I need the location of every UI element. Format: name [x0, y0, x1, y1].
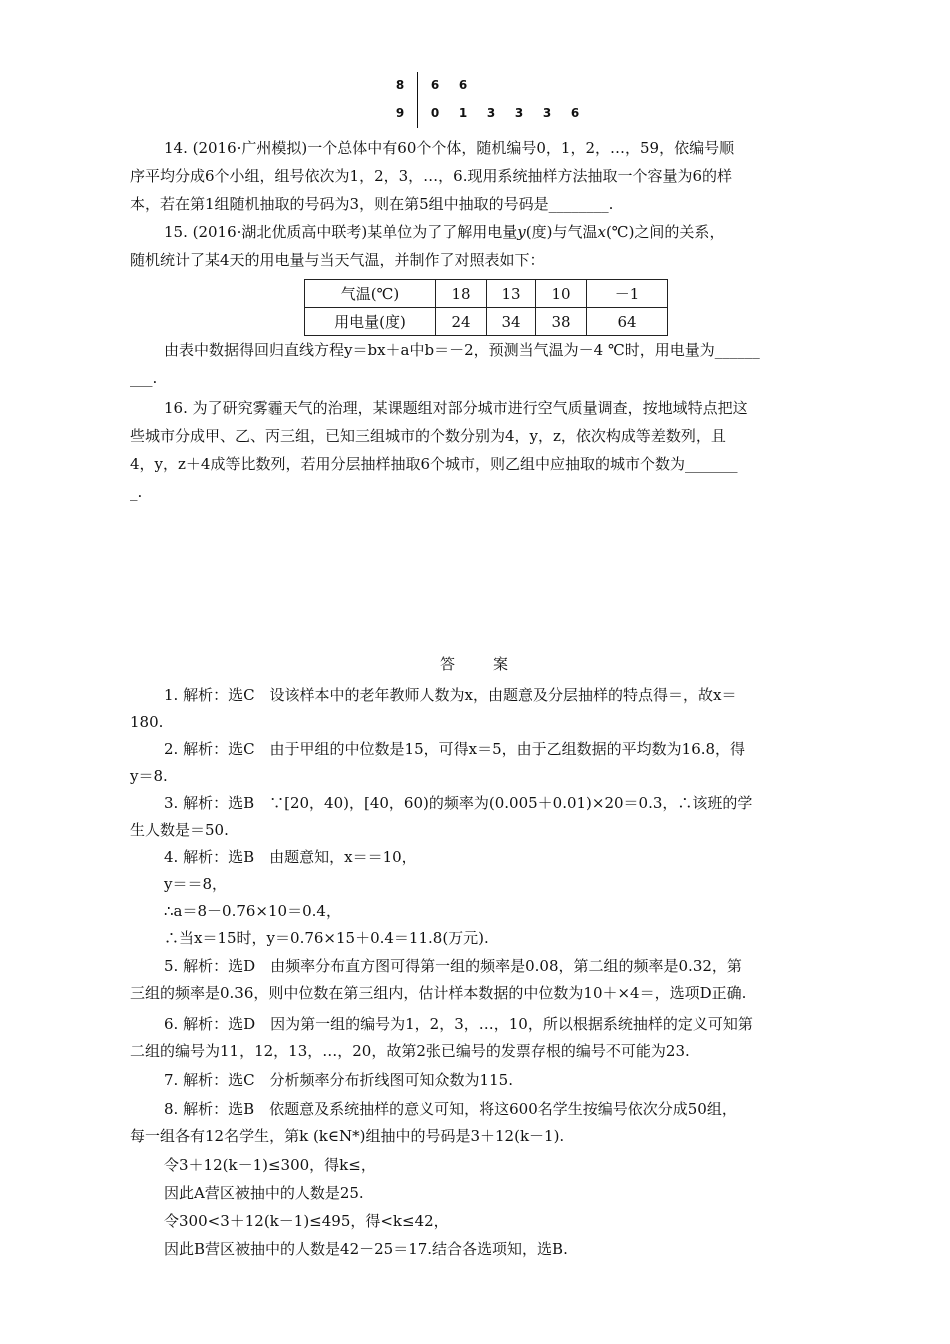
- q15-var: y: [517, 223, 526, 241]
- answers-title-char: 答: [439, 655, 457, 673]
- table-cell: －1: [587, 280, 668, 308]
- answer-line: 因此A营区被抽中的人数是25.: [164, 1184, 364, 1202]
- stem: 8: [395, 78, 405, 92]
- q15-text: (℃)之间的关系，: [605, 223, 725, 241]
- answer-line: 5. 解析：选D 由频率分布直方图可得第一组的频率是0.08，第二组的频率是0.32，第: [164, 957, 742, 975]
- table-row: [305, 308, 668, 336]
- q15-line: 随机统计了某4天的用电量与当天气温，并制作了对照表如下：: [130, 251, 545, 269]
- leaf: 0: [430, 106, 440, 120]
- q14-line: 序平均分成6个小组，组号依次为1，2，3，…，6.现用系统抽样方法抽取一个容量为6的样: [130, 167, 733, 185]
- temperature-usage-table: [304, 279, 668, 336]
- stem: 9: [395, 106, 405, 120]
- answer-line: 2. 解析：选C 由于甲组的中位数是15，可得x＝5，由于乙组数据的平均数为16.8，得: [164, 740, 746, 758]
- answer-line: 令300<3＋12(k－1)≤495，得<k≤42，: [164, 1212, 449, 1230]
- table-cell: 34: [487, 308, 536, 336]
- table-cell: 18: [436, 280, 487, 308]
- leaf: 3: [486, 106, 496, 120]
- table-cell: 13: [487, 280, 536, 308]
- answer-line: 7. 解析：选C 分析频率分布折线图可知众数为115.: [164, 1071, 513, 1089]
- answer-line: 每一组各有12名学生，第k (k∈N*)组抽中的号码是3＋12(k－1).: [130, 1127, 565, 1145]
- answer-line: ∴当x＝15时，y＝0.76×15＋0.4＝11.8(万元).: [164, 929, 489, 947]
- answers-title-char: 案: [493, 655, 511, 673]
- q16-line: 16. 为了研究雾霾天气的治理，某课题组对部分城市进行空气质量调查，按地域特点把这: [164, 399, 748, 417]
- q15-line: 由表中数据得回归直线方程y＝bx＋a中b＝－2，预测当气温为－4 ℃时，用电量为______: [164, 341, 760, 359]
- answer-line: 生人数是＝50.: [130, 821, 229, 839]
- answer-line: 因此B营区被抽中的人数是42－25＝17.结合各选项知，选B.: [164, 1240, 568, 1258]
- table-cell: 38: [536, 308, 587, 336]
- answer-line: 令3＋12(k－1)≤300，得k≤，: [164, 1156, 376, 1174]
- leaf: 6: [570, 106, 580, 120]
- q15-line: ___.: [130, 369, 158, 387]
- table-cell: 10: [536, 280, 587, 308]
- table-row: [305, 280, 668, 308]
- leaf: 3: [542, 106, 552, 120]
- table-cell: 24: [436, 308, 487, 336]
- leaf: 3: [514, 106, 524, 120]
- q15-var: x: [597, 223, 606, 241]
- q16-line: _.: [130, 483, 143, 501]
- answer-line: ∴a＝8－0.76×10＝0.4，: [164, 902, 341, 920]
- answers-title: [0, 653, 950, 674]
- q14-line: 14. (2016·广州模拟)一个总体中有60个个体，随机编号0，1，2，…，59，依编号顺: [164, 139, 735, 157]
- answer-line: y＝＝8，: [164, 875, 228, 893]
- answer-line: 三组的频率是0.36，则中位数在第三组内，估计样本数据的中位数为10＋×4＝，选项D正确.: [130, 984, 747, 1002]
- leaf: 1: [458, 106, 468, 120]
- answer-line: 4. 解析：选B 由题意知，x＝＝10，: [164, 848, 417, 866]
- answer-line: 3. 解析：选B ∵[20，40)，[40，60)的频率为(0.005＋0.01)×20＝0.3，∴该班的学: [164, 794, 753, 812]
- q16-line: 些城市分成甲、乙、丙三组，已知三组城市的个数分别为4，y，z，依次构成等差数列，且: [130, 427, 726, 445]
- q15-text: 15. (2016·湖北优质高中联考)某单位为了了解用电量: [164, 223, 518, 241]
- q14-line: 本，若在第1组随机抽取的号码为3，则在第5组中抽取的号码是________.: [130, 195, 614, 213]
- stem-leaf-divider: [417, 72, 418, 128]
- answer-line: 180.: [130, 713, 164, 731]
- answer-line: 二组的编号为11，12，13，…，20，故第2张已编号的发票存根的编号不可能为23.: [130, 1042, 690, 1060]
- q15-text: (度)与气温: [525, 223, 598, 241]
- q15-line: [130, 218, 854, 246]
- answer-line: 1. 解析：选C 设该样本中的老年教师人数为x，由题意及分层抽样的特点得＝，故x＝: [164, 686, 737, 704]
- answer-line: y＝8.: [130, 767, 168, 785]
- answer-line: 6. 解析：选D 因为第一组的编号为1，2，3，…，10，所以根据系统抽样的定义可知第: [164, 1015, 753, 1033]
- leaf: 6: [430, 78, 440, 92]
- table-cell: 64: [587, 308, 668, 336]
- table-header-cell: 用电量(度): [305, 308, 436, 336]
- leaf: 6: [458, 78, 468, 92]
- answer-line: 8. 解析：选B 依题意及系统抽样的意义可知，将这600名学生按编号依次分成50组，: [164, 1100, 737, 1118]
- table-header-cell: 气温(℃): [305, 280, 436, 308]
- q16-line: 4，y，z＋4成等比数列，若用分层抽样抽取6个城市，则乙组中应抽取的城市个数为_______: [130, 455, 738, 473]
